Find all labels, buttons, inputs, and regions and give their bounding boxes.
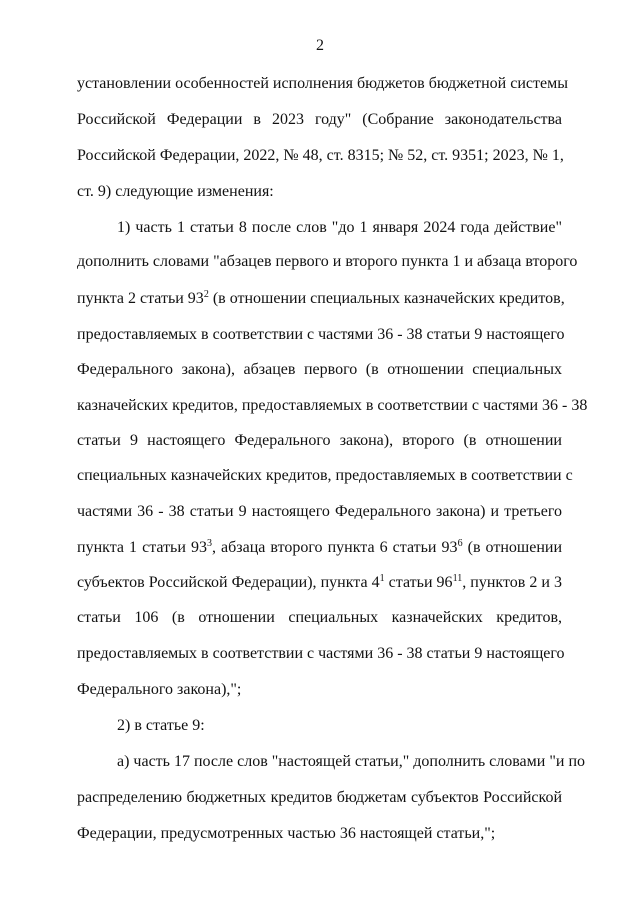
superscript: 1 bbox=[379, 573, 385, 584]
text-line: ст. 9) следующие изменения: bbox=[77, 183, 274, 200]
superscript: 11 bbox=[452, 573, 463, 584]
superscript: 2 bbox=[203, 289, 209, 300]
text-line: частями 36 - 38 статьи 9 настоящего Федерального закона) и третьего bbox=[77, 503, 562, 520]
text-line: установлении особенностей исполнения бюджетов бюджетной системы bbox=[77, 75, 568, 92]
text-line: предоставляемых в соответствии с частями 36 - 38 статьи 9 настоящего bbox=[77, 645, 565, 662]
text-line: Федерального закона), абзацев первого (в отношении специальных bbox=[77, 361, 562, 378]
text-line: Федерации, предусмотренных частью 36 настоящей статьи,"; bbox=[77, 825, 496, 842]
subitem-a-first-line: а) часть 17 после слов "настоящей статьи," дополнить словами "и по bbox=[117, 753, 585, 770]
superscript: 3 bbox=[206, 538, 212, 549]
text-fragment: статьи 96 bbox=[384, 574, 453, 591]
text-fragment: , пунктов 2 и 3 bbox=[462, 574, 562, 591]
text-line: распределению бюджетных кредитов бюджетам субъектов Российской bbox=[77, 789, 562, 806]
text-line: специальных казначейских кредитов, предоставляемых в соответствии с bbox=[77, 467, 573, 484]
text-line bbox=[77, 538, 562, 558]
text-fragment: пункта 2 статьи 93 bbox=[77, 290, 204, 307]
list-item-2-heading: 2) в статье 9: bbox=[117, 717, 205, 734]
text-fragment: (в отношении специальных казначейских кредитов, bbox=[208, 290, 565, 307]
text-line: казначейских кредитов, предоставляемых в соответствии с частями 36 - 38 bbox=[77, 397, 588, 414]
text-fragment: субъектов Российской Федерации), пункта 4 bbox=[77, 574, 380, 591]
text-line: Федерального закона),"; bbox=[77, 681, 242, 698]
text-line: Российской Федерации, 2022, № 48, ст. 8315; № 52, ст. 9351; 2023, № 1, bbox=[77, 147, 564, 164]
text-fragment: (в отношении bbox=[462, 539, 563, 556]
text-line: статьи 9 настоящего Федерального закона), второго (в отношении bbox=[77, 432, 562, 449]
text-line: дополнить словами "абзацев первого и второго пункта 1 и абзаца второго bbox=[77, 253, 578, 270]
text-fragment: пункта 1 статьи 93 bbox=[77, 539, 207, 556]
text-fragment: , абзаца второго пункта 6 статьи 93 bbox=[211, 539, 458, 556]
superscript: 6 bbox=[457, 538, 463, 549]
page-number: 2 bbox=[316, 37, 324, 54]
text-line: предоставляемых в соответствии с частями 36 - 38 статьи 9 настоящего bbox=[77, 326, 565, 343]
text-line bbox=[77, 573, 562, 593]
text-line bbox=[77, 289, 565, 309]
text-line: Российской Федерации в 2023 году" (Собрание законодательства bbox=[77, 111, 562, 128]
text-line: статьи 106 (в отношении специальных казначейских кредитов, bbox=[77, 609, 562, 626]
list-item-1-first-line: 1) часть 1 статьи 8 после слов "до 1 января 2024 года действие" bbox=[117, 219, 562, 236]
